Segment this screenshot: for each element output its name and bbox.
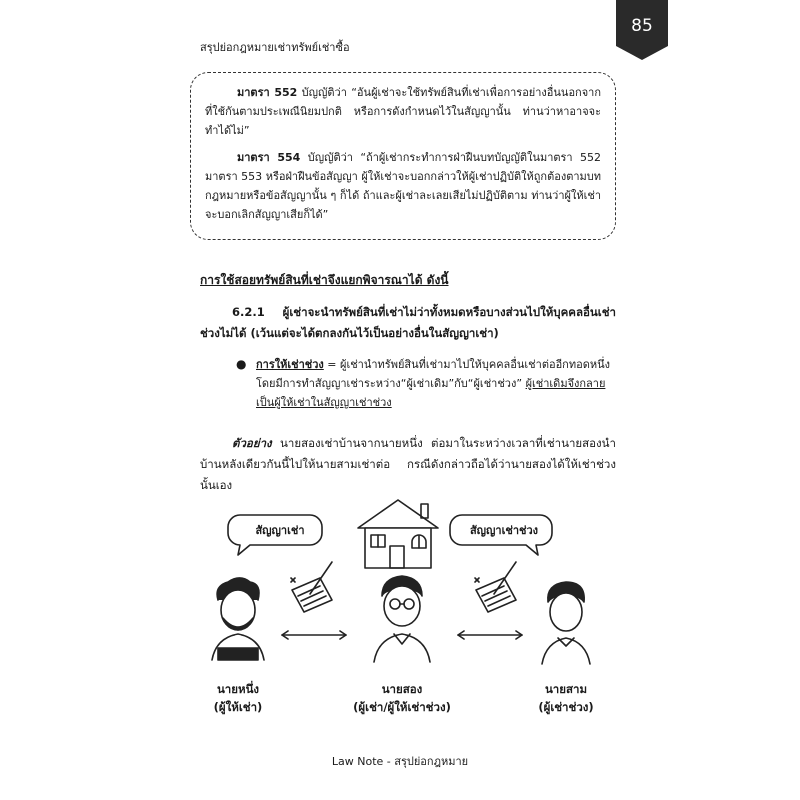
person-two-role: (ผู้เช่า/ผู้ให้เช่าช่วง) xyxy=(353,700,451,714)
sublease-illustration xyxy=(190,490,630,740)
statute-554-label: มาตรา 554 xyxy=(237,151,301,164)
bubble-right-text: สัญญาเช่าช่วง xyxy=(469,524,539,537)
person-three-role: (ผู้เช่าช่วง) xyxy=(538,700,594,714)
person-one-name: นายหนึ่ง xyxy=(216,682,260,696)
statute-552 xyxy=(205,83,601,140)
running-header: สรุปย่อกฎหมายเช่าทรัพย์เช่าซื้อ xyxy=(200,41,350,54)
page-number: 85 xyxy=(631,16,653,36)
person-three-label xyxy=(516,680,616,716)
person-one-label xyxy=(190,680,286,716)
person-three-figure xyxy=(542,582,590,664)
example-text: นายสองเช่าบ้านจากนายหนึ่ง ต่อมาในระหว่างเวลาที่เช่านายสองนำบ้านหลังเดียวกันนี้ไปให้นายสามเช่าต่อ กรณีดังกล่าวถือได้ว่านายสองได้ให้เช่าช่วงนั้นเอง xyxy=(200,436,616,492)
statute-552-text: บัญญัติว่า “อันผู้เช่าจะใช้ทรัพย์สินที่เช่าเพื่อการอย่างอื่นนอกจากที่ใช้กันตามประเพณีนิยมปกติ หรือการดังกำหนดไว้ในสัญญานั้น ท่านว่าหาอาจจะทำได้ไม่” xyxy=(205,86,601,137)
house-icon xyxy=(358,500,438,568)
person-two-figure xyxy=(374,576,430,662)
double-arrow-left-icon xyxy=(282,631,346,639)
person-one-figure xyxy=(212,578,264,660)
clause-6-2-1: 6.2.1 ผู้เช่าจะนำทรัพย์สินที่เช่าไม่ว่าทั้งหมดหรือบางส่วนไปให้บุคคลอื่นเช่าช่วงไม่ได้ (เว้นแต่จะได้ตกลงกันไว้เป็นอย่างอื่นในสัญญาเช่า) xyxy=(200,305,616,340)
person-one-role: (ผู้ให้เช่า) xyxy=(213,700,263,714)
sublease-underlined: ผู้เช่าเดิมจึงกลายเป็นผู้ให้เช่าในสัญญาเช่าช่วง xyxy=(256,377,606,409)
statute-552-label: มาตรา 552 xyxy=(237,86,298,99)
statute-554-text: บัญญัติว่า “ถ้าผู้เช่ากระทำการฝ่าฝืนบทบัญญัติในมาตรา 552 มาตรา 553 หรือฝ่าฝืนข้อสัญญา ผู้ให้เช่าจะบอกกล่าวให้ผู้เช่าปฏิบัติให้ถูกต้องตามบทกฎหมายหรือข้อสัญญานั้น ๆ ก็ได้ ถ้าและผู้เช่าละเลยเสียไม่ปฏิบัติตาม ท่านว่าผู้ให้เช่าจะบอกเลิกสัญญาเสียก็ได้” xyxy=(205,151,601,221)
section-heading: การใช้สอยทรัพย์สินที่เช่าจึงแยกพิจารณาได้ ดังนี้ xyxy=(200,273,449,287)
example-label: ตัวอย่าง xyxy=(232,436,272,450)
person-two-name: นายสอง xyxy=(381,682,423,696)
statute-box xyxy=(190,72,616,240)
sublease-definition xyxy=(236,355,616,412)
double-arrow-right-icon xyxy=(458,631,522,639)
person-three-name: นายสาม xyxy=(544,682,588,696)
bubble-left-text: สัญญาเช่า xyxy=(255,524,305,537)
sublease-text: = ผู้เช่านำทรัพย์สินที่เช่ามาไปให้บุคคลอื่นเช่าต่ออีกทอดหนึ่ง โดยมีการทำสัญญาเช่าระหว่าง“ผู้เช่าเดิม”กับ“ผู้เช่าช่วง” xyxy=(256,358,610,390)
statute-554 xyxy=(205,148,601,224)
contract-notepad-right-icon xyxy=(475,562,516,612)
contract-notepad-left-icon xyxy=(291,562,332,612)
page-footer: Law Note - สรุปย่อกฎหมาย xyxy=(331,755,469,768)
example-paragraph xyxy=(200,433,616,496)
apple-bullet-icon: ● xyxy=(236,357,247,371)
sublease-term: การให้เช่าช่วง xyxy=(256,358,324,371)
person-two-label xyxy=(336,680,468,716)
